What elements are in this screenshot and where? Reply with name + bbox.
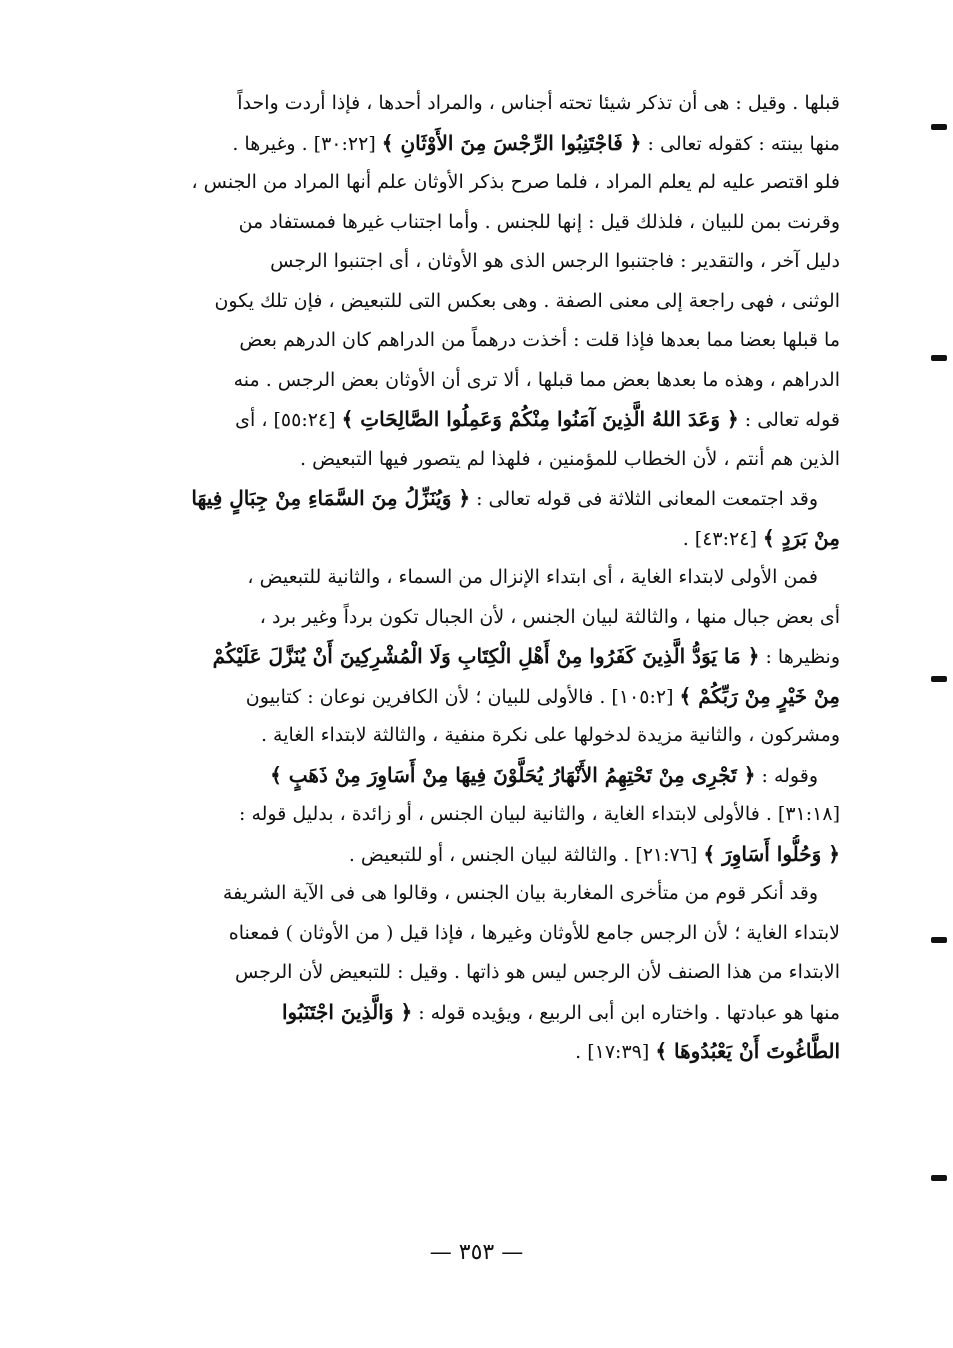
text-line — [120, 440, 840, 480]
text-line — [120, 282, 840, 322]
text-segment: [١٧:٣٩] . — [575, 1041, 656, 1063]
text-segment: الوثنى ، فهى راجعة إلى معنى الصفة . وهى بعكس التى للتبعيض ، فإن تلك يكون — [214, 289, 840, 312]
text-line — [120, 993, 840, 1033]
text-segment: قبلها . وقيل : هى أن تذكر شيئا تحته أجناس ، والمراد أحدها ، فإذا أردت واحداً — [237, 92, 840, 114]
text-line — [120, 519, 840, 559]
quran-verse: ﴿ وَالَّذِينَ اجْتَنَبُوا — [282, 999, 413, 1024]
text-segment: [٢١:٧٦] . والثالثة لبيان الجنس ، أو للتبعيض . — [348, 843, 704, 866]
page-number: — ٣٥٣ — — [429, 1240, 524, 1265]
text-line — [120, 321, 840, 361]
text-line — [120, 677, 840, 717]
margin-mark — [931, 124, 947, 130]
text-segment: وقوله : — [755, 764, 818, 787]
text-line — [120, 874, 840, 914]
text-line — [120, 795, 840, 835]
quran-verse: مِنْ بَرَدٍ ﴾ — [762, 525, 840, 550]
quran-verse: ﴿ وَحُلُّوا أَسَاوِرَ ﴾ — [703, 841, 840, 866]
text-segment: منها بينته : كقوله تعالى : — [641, 132, 840, 155]
text-line — [120, 558, 840, 598]
text-segment: [١٠٥:٢] . فالأولى للبيان ؛ لأن الكافرين نوعان : كتابيون — [245, 685, 680, 708]
margin-mark — [931, 1175, 947, 1181]
text-segment: منها هو عبادتها . واختاره ابن أبى الربيع ، ويؤيده قوله : — [412, 1001, 840, 1024]
text-line — [120, 84, 840, 124]
text-line — [120, 163, 840, 203]
text-segment: فمن الأولى لابتداء الغاية ، أى ابتداء الإنزال من السماء ، والثانية للتبعيض ، — [247, 566, 818, 588]
text-line — [120, 953, 840, 993]
text-line — [120, 1032, 840, 1072]
text-line — [120, 835, 840, 875]
text-line — [120, 914, 840, 954]
margin-mark — [931, 355, 947, 361]
quran-verse: ﴿ وَيُنَزِّلُ مِنَ السَّمَاءِ مِنْ جِبَالٍ فِيهَا — [191, 486, 471, 510]
text-line — [120, 756, 840, 796]
text-segment: فلو اقتصر عليه لم يعلم المراد ، فلما صرح بذكر الأوثان علم أنها المراد من الجنس ، — [191, 171, 840, 193]
text-segment: ومشركون ، والثانية مزيدة لدخولها على نكرة منفية ، والثالثة لابتداء الغاية . — [260, 724, 840, 746]
text-segment: [٣٠:٢٢] . وغيرها . — [232, 132, 382, 155]
text-segment: لابتداء الغاية ؛ لأن الرجس جامع للأوثان وغيرها ، فإذا قيل ( من الأوثان ) فمعناه — [228, 921, 840, 944]
text-line — [120, 716, 840, 756]
text-segment: الدراهم ، وهذه ما بعدها بعض مما قبلها ، ألا ترى أن الأوثان بعض الرجس . منه — [233, 368, 840, 391]
text-segment: [٣١:١٨] . فالأولى لابتداء الغاية ، والثانية لبيان الجنس ، أو زائدة ، بدليل قوله : — [239, 803, 840, 825]
text-line — [120, 637, 840, 677]
text-segment: قوله تعالى : — [738, 409, 840, 431]
page-body-text — [120, 84, 840, 1072]
text-line — [120, 361, 840, 401]
margin-mark — [931, 676, 947, 682]
text-segment: [٥٥:٢٤] ، أى — [235, 409, 342, 431]
text-line — [120, 479, 840, 519]
text-line — [120, 203, 840, 243]
quran-verse: الطَّاغُوتَ أَنْ يَعْبُدُوهَا ﴾ — [655, 1039, 840, 1063]
text-segment: دليل آخر ، والتقدير : فاجتنبوا الرجس الذى هو الأوثان ، أى اجتنبوا الرجس — [270, 250, 840, 272]
quran-verse: ﴿ وَعَدَ اللهُ الَّذِينَ آمَنُوا مِنْكُمْ وَعَمِلُوا الصَّالِحَاتِ ﴾ — [341, 407, 739, 431]
text-segment: ونظيرها : — [759, 646, 840, 668]
quran-verse: ﴿ تَجْرِى مِنْ تَحْتِهِمُ الأَنْهَارُ يُحَلَّوْنَ فِيهَا مِنْ أَسَاوِرَ مِنْ ذَهَبٍ ﴾ — [270, 762, 756, 787]
text-segment: وقد اجتمعت المعانى الثلاثة فى قوله تعالى : — [470, 488, 818, 510]
margin-mark — [931, 937, 947, 943]
quran-verse: ﴿ مَا يَوَدُّ الَّذِينَ كَفَرُوا مِنْ أَهْلِ الْكِتَابِ وَلَا الْمُشْرِكِينَ أَنْ يُنَزَّلَ عَلَيْكُمْ — [212, 644, 760, 668]
text-line — [120, 124, 840, 164]
quran-verse: مِنْ خَيْرٍ مِنْ رَبِّكُمْ ﴾ — [679, 683, 840, 708]
text-segment: أى بعض جبال منها ، والثالثة لبيان الجنس ، لأن الجبال تكون برداً وغير برد ، — [259, 605, 840, 628]
text-segment: وقد أنكر قوم من متأخرى المغاربة بيان الجنس ، وقالوا هى فى الآية الشريفة — [222, 882, 818, 904]
text-segment: الذين هم أنتم ، لأن الخطاب للمؤمنين ، فلهذا لم يتصور فيها التبعيض . — [300, 447, 840, 470]
text-segment: ما قبلها بعضا مما بعدها فإذا قلت : أخذت درهماً من الدراهم كان الدرهم بعض — [239, 329, 840, 351]
text-line — [120, 598, 840, 638]
text-line — [120, 242, 840, 282]
text-segment: [٤٣:٢٤] . — [682, 527, 763, 550]
text-segment: وقرنت بمن للبيان ، فلذلك قيل : إنها للجنس . وأما اجتناب غيرها فمستفاد من — [238, 210, 840, 233]
text-line — [120, 400, 840, 440]
text-segment: الابتداء من هذا الصنف لأن الرجس ليس هو ذاتها . وقيل : للتبعيض لأن الرجس — [234, 961, 840, 983]
quran-verse: ﴿ فَاجْتَنِبُوا الرِّجْسَ مِنَ الأَوْثَانِ ﴾ — [381, 130, 642, 155]
